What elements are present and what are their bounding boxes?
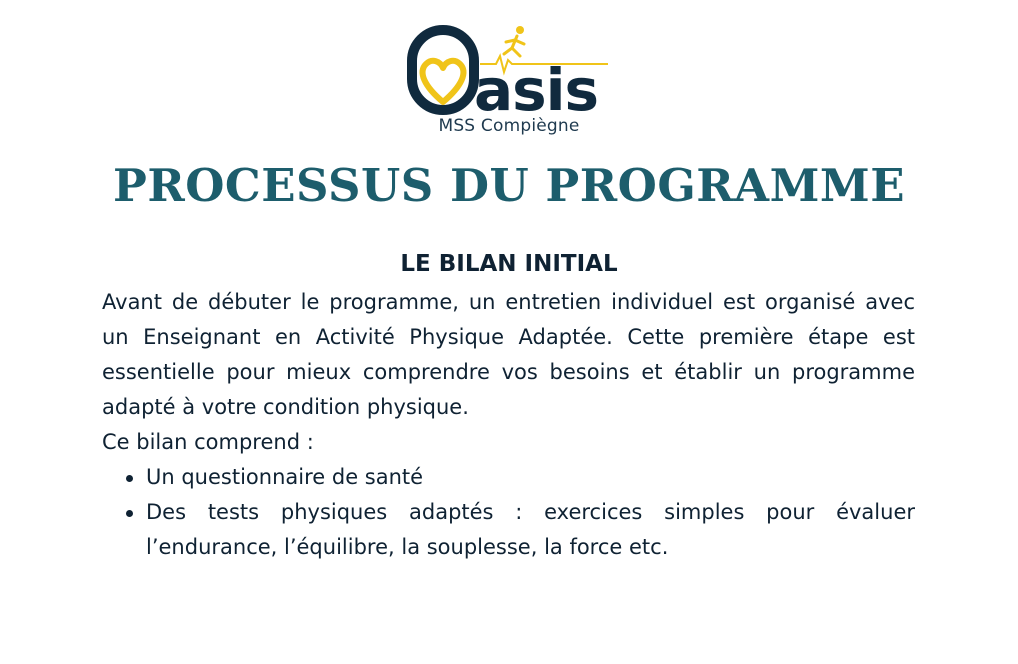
logo-subtitle: MSS Compiègne bbox=[438, 116, 580, 136]
runner-icon bbox=[504, 26, 524, 56]
section-heading: LE BILAN INITIAL bbox=[400, 251, 618, 277]
heart-icon bbox=[423, 61, 464, 102]
list-item-text: Des tests physiques adaptés : exercices simples pour évaluer l’endurance, l’équilibre, la souplesse, la force etc. bbox=[146, 500, 915, 559]
list-item-text: Un questionnaire de santé bbox=[146, 465, 424, 489]
list-item bbox=[102, 495, 915, 565]
section-content bbox=[102, 285, 915, 565]
svg-text:asis: asis bbox=[474, 56, 599, 116]
oasis-logo bbox=[400, 24, 618, 140]
page-title: PROCESSUS DU PROGRAMME bbox=[113, 159, 905, 212]
oasis-logo-graphic bbox=[400, 24, 618, 116]
bilan-list bbox=[102, 460, 915, 565]
list-item bbox=[102, 460, 915, 495]
intro-paragraph: Avant de débuter le programme, un entretien individuel est organisé avec un Enseignant en Activité Physique Adaptée. Cette première étape est essentielle pour mieux comprendre vos besoins et établir un programme adapté à votre condition physique. bbox=[102, 290, 915, 419]
list-intro: Ce bilan comprend : bbox=[102, 430, 314, 454]
bullet-icon bbox=[126, 475, 133, 482]
bullet-icon bbox=[126, 510, 133, 517]
